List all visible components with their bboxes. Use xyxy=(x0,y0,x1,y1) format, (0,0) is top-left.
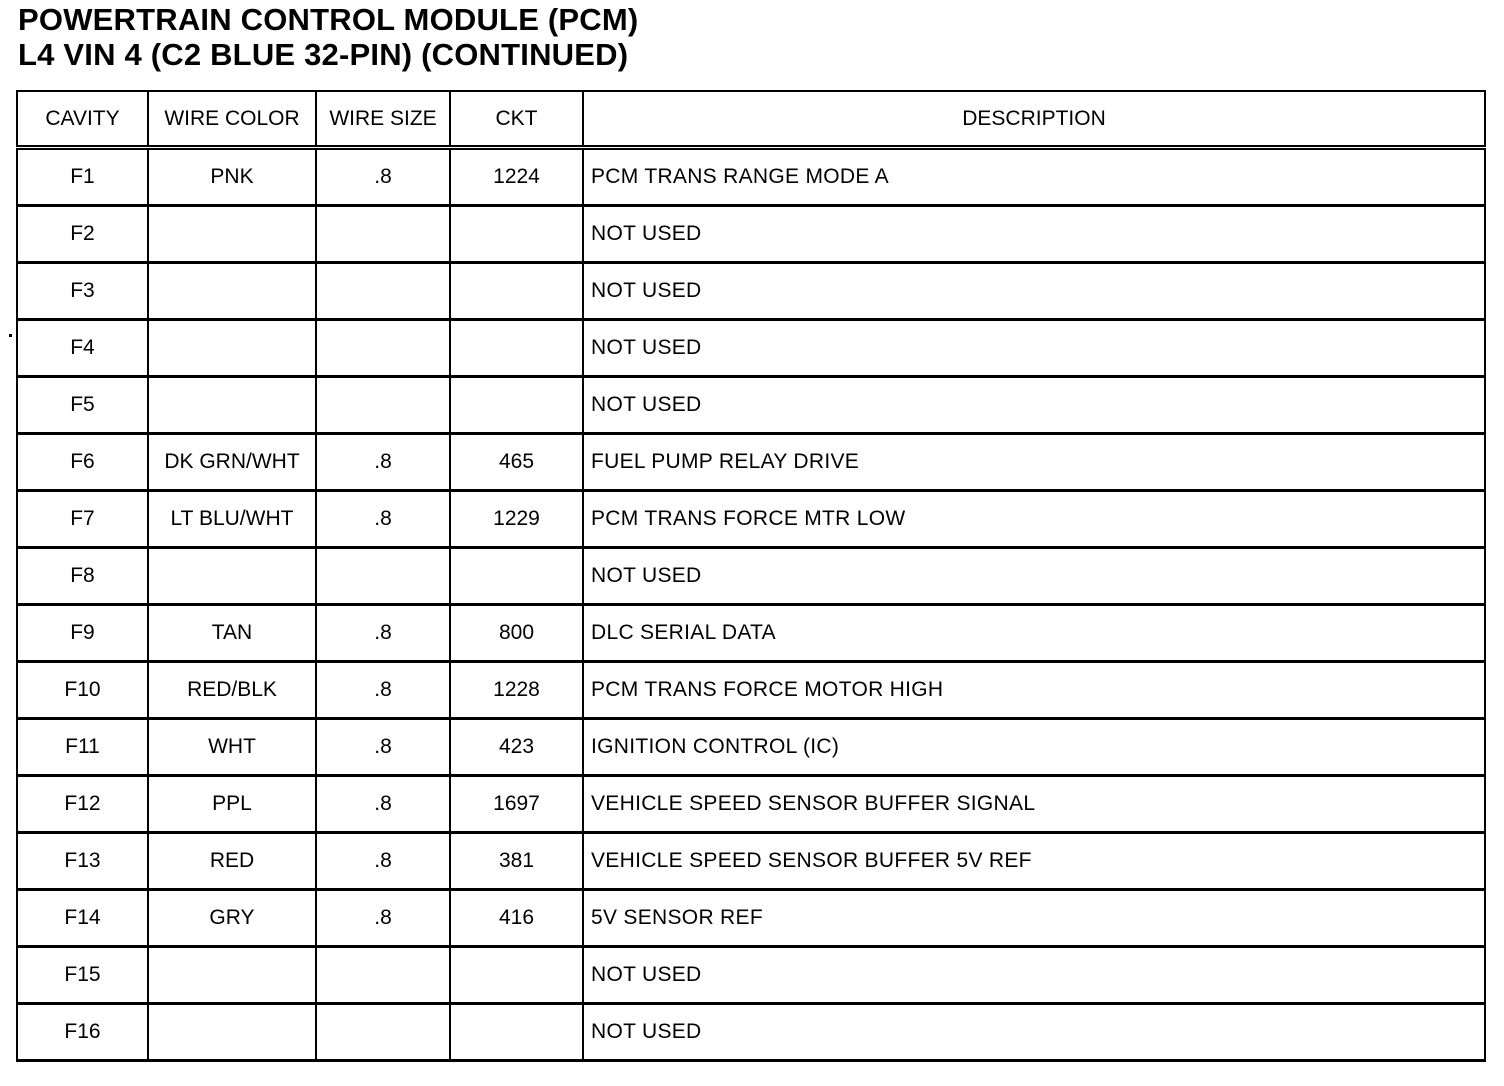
cell-description: PCM TRANS FORCE MTR LOW xyxy=(583,491,1485,548)
cell-ckt: 416 xyxy=(450,890,583,947)
cell-description: NOT USED xyxy=(583,377,1485,434)
cell-ckt xyxy=(450,263,583,320)
header-row xyxy=(17,91,1485,148)
cell-wire-size: .8 xyxy=(316,833,450,890)
connector-pinout-table xyxy=(16,90,1486,1062)
cell-wire-color: RED xyxy=(148,833,316,890)
table-body xyxy=(17,148,1485,1061)
header-description: DESCRIPTION xyxy=(583,91,1485,148)
cell-wire-size xyxy=(316,263,450,320)
cell-cavity: F12 xyxy=(17,776,148,833)
cell-wire-size: .8 xyxy=(316,148,450,206)
cell-description: NOT USED xyxy=(583,548,1485,605)
table-row xyxy=(17,605,1485,662)
table-row xyxy=(17,491,1485,548)
table-row xyxy=(17,548,1485,605)
cell-wire-size: .8 xyxy=(316,776,450,833)
table-row xyxy=(17,320,1485,377)
header-wire-color: WIRE COLOR xyxy=(148,91,316,148)
cell-description: NOT USED xyxy=(583,263,1485,320)
table-row xyxy=(17,662,1485,719)
cell-ckt xyxy=(450,206,583,263)
cell-description: VEHICLE SPEED SENSOR BUFFER SIGNAL xyxy=(583,776,1485,833)
page-title xyxy=(18,2,638,72)
stray-mark xyxy=(9,334,12,337)
cell-description: VEHICLE SPEED SENSOR BUFFER 5V REF xyxy=(583,833,1485,890)
cell-wire-size xyxy=(316,377,450,434)
cell-description: IGNITION CONTROL (IC) xyxy=(583,719,1485,776)
cell-wire-size xyxy=(316,548,450,605)
cell-ckt: 1697 xyxy=(450,776,583,833)
cell-ckt: 1229 xyxy=(450,491,583,548)
header-ckt: CKT xyxy=(450,91,583,148)
cell-cavity: F14 xyxy=(17,890,148,947)
cell-cavity: F6 xyxy=(17,434,148,491)
cell-description: DLC SERIAL DATA xyxy=(583,605,1485,662)
cell-cavity: F10 xyxy=(17,662,148,719)
table-row xyxy=(17,947,1485,1004)
table-row xyxy=(17,377,1485,434)
table-row xyxy=(17,434,1485,491)
cell-ckt: 423 xyxy=(450,719,583,776)
cell-description: FUEL PUMP RELAY DRIVE xyxy=(583,434,1485,491)
cell-wire-color xyxy=(148,377,316,434)
cell-ckt xyxy=(450,1004,583,1061)
cell-wire-color xyxy=(148,263,316,320)
cell-wire-color: TAN xyxy=(148,605,316,662)
cell-cavity: F7 xyxy=(17,491,148,548)
cell-wire-size: .8 xyxy=(316,890,450,947)
cell-description: 5V SENSOR REF xyxy=(583,890,1485,947)
table-row xyxy=(17,719,1485,776)
table-row xyxy=(17,890,1485,947)
cell-wire-color: WHT xyxy=(148,719,316,776)
cell-wire-color: DK GRN/WHT xyxy=(148,434,316,491)
cell-cavity: F15 xyxy=(17,947,148,1004)
cell-wire-color xyxy=(148,548,316,605)
cell-wire-color: LT BLU/WHT xyxy=(148,491,316,548)
cell-description: NOT USED xyxy=(583,206,1485,263)
cell-cavity: F13 xyxy=(17,833,148,890)
title-line-2: L4 VIN 4 (C2 BLUE 32-PIN) (CONTINUED) xyxy=(18,37,629,72)
cell-description: NOT USED xyxy=(583,947,1485,1004)
cell-ckt xyxy=(450,377,583,434)
table-row xyxy=(17,1004,1485,1061)
cell-ckt: 800 xyxy=(450,605,583,662)
cell-cavity: F5 xyxy=(17,377,148,434)
cell-ckt: 381 xyxy=(450,833,583,890)
cell-wire-size xyxy=(316,947,450,1004)
cell-wire-color xyxy=(148,1004,316,1061)
cell-description: NOT USED xyxy=(583,1004,1485,1061)
cell-wire-size xyxy=(316,206,450,263)
title-line-1: POWERTRAIN CONTROL MODULE (PCM) xyxy=(18,2,639,37)
cell-cavity: F9 xyxy=(17,605,148,662)
table-row xyxy=(17,148,1485,206)
cell-wire-size xyxy=(316,1004,450,1061)
cell-ckt xyxy=(450,320,583,377)
cell-wire-color xyxy=(148,947,316,1004)
cell-wire-size: .8 xyxy=(316,605,450,662)
cell-wire-size: .8 xyxy=(316,434,450,491)
cell-cavity: F4 xyxy=(17,320,148,377)
cell-cavity: F16 xyxy=(17,1004,148,1061)
table-row xyxy=(17,833,1485,890)
cell-wire-color: PPL xyxy=(148,776,316,833)
table-row xyxy=(17,206,1485,263)
cell-wire-color: PNK xyxy=(148,148,316,206)
cell-cavity: F8 xyxy=(17,548,148,605)
cell-wire-color: RED/BLK xyxy=(148,662,316,719)
cell-description: NOT USED xyxy=(583,320,1485,377)
header-cavity: CAVITY xyxy=(17,91,148,148)
table-row xyxy=(17,776,1485,833)
cell-description: PCM TRANS RANGE MODE A xyxy=(583,148,1485,206)
cell-ckt xyxy=(450,947,583,1004)
cell-wire-size: .8 xyxy=(316,719,450,776)
cell-cavity: F2 xyxy=(17,206,148,263)
cell-ckt: 1224 xyxy=(450,148,583,206)
cell-ckt: 465 xyxy=(450,434,583,491)
cell-wire-color xyxy=(148,206,316,263)
cell-wire-color xyxy=(148,320,316,377)
cell-cavity: F3 xyxy=(17,263,148,320)
cell-ckt xyxy=(450,548,583,605)
header-wire-size: WIRE SIZE xyxy=(316,91,450,148)
table-header xyxy=(17,91,1485,148)
cell-cavity: F1 xyxy=(17,148,148,206)
cell-wire-size xyxy=(316,320,450,377)
cell-ckt: 1228 xyxy=(450,662,583,719)
table-row xyxy=(17,263,1485,320)
cell-wire-size: .8 xyxy=(316,662,450,719)
cell-wire-color: GRY xyxy=(148,890,316,947)
cell-cavity: F11 xyxy=(17,719,148,776)
cell-wire-size: .8 xyxy=(316,491,450,548)
cell-description: PCM TRANS FORCE MOTOR HIGH xyxy=(583,662,1485,719)
